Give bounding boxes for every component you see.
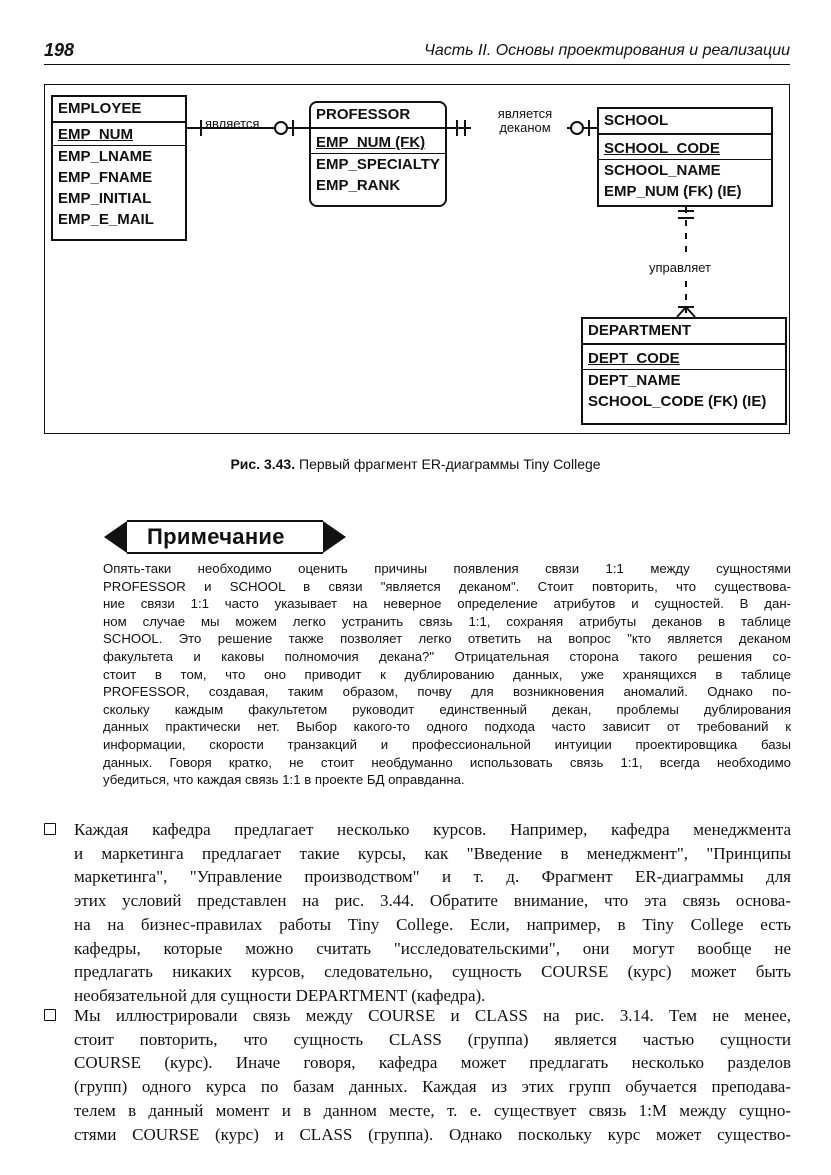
note-line: данных практически нет. Выбор какого-то одного подхода часто зависит от требований к	[103, 719, 791, 735]
entity-school	[597, 107, 773, 207]
entity-name: SCHOOL	[599, 109, 771, 135]
note-line: ном случае мы можем легко устранить связь 1:1, сохраняя атрибуты деканов в таблице	[103, 613, 791, 629]
entity-attribute: EMP_RANK	[316, 177, 401, 194]
entity-attribute: EMP_NUM	[58, 126, 134, 143]
entity-attribute: DEPT_NAME	[583, 369, 785, 391]
figure-caption-label: Рис. 3.43.	[230, 456, 296, 472]
figure-caption-text: Первый фрагмент ER-диаграммы Tiny College	[299, 456, 601, 472]
figure-caption	[0, 456, 831, 472]
entity-name: DEPARTMENT	[583, 319, 785, 345]
paragraph-line: телем в данный момент и в данном месте, т. е. существует связь 1:М между сущно-	[74, 1100, 791, 1120]
entity-attribute: EMP_NUM (FK) (IE)	[604, 183, 742, 200]
note-line: стоит в том, что оно приводит к дублированию данных, уже хранящихся в таблице	[103, 666, 791, 682]
note-line: информации, скорости транзакций и профессиональной интуиции проектировщика базы	[103, 736, 791, 752]
running-header	[44, 38, 790, 65]
paragraph-line: стоит повторить, что сущность CLASS (группа) является частью сущности	[74, 1029, 791, 1049]
bullet-paragraph	[44, 818, 791, 1010]
paragraph-line: COURSE (курс). Иначе говоря, кафедра может предлагать несколько разделов	[74, 1053, 791, 1073]
paragraph-line: кафедры, которые можно считать "исследовательскими", они могут вообще не	[74, 938, 791, 958]
note-line: ние связи 1:1 часто указывает на неверное определение атрибутов и сущностей. В дан-	[103, 596, 791, 612]
note-line: Опять-таки необходимо оценить причины появления связи 1:1 между сущностями	[103, 561, 791, 576]
entity-attribute: SCHOOL_CODE (FK) (IE)	[588, 393, 767, 410]
relationship-label-line: является	[497, 106, 553, 121]
note-line: факультета и каковы полномочия декана?" Отрицательная сторона такого решения со-	[103, 648, 791, 664]
note-line: убедиться, что каждая связь 1:1 в проекте БД оправданна.	[103, 772, 465, 788]
paragraph-line: маркетинга", "Управление производством" и т. д. Фрагмент ER-диаграммы для	[74, 867, 791, 887]
paragraph-line: и маркетинга предлагает такие курсы, как "Введение в менеджмент", "Принципы	[74, 843, 791, 863]
note-line: скольку каждым факультетом руководит единственный декан, проблемы дублирования	[103, 701, 791, 717]
relationship-label: является	[205, 116, 260, 131]
entity-attribute: EMP_FNAME	[58, 169, 153, 186]
note-title: Примечание	[147, 524, 285, 549]
paragraph-line: (групп) одного курса по базам данных. Каждая из этих групп обучается преподава-	[74, 1077, 791, 1097]
bullet-box-icon	[44, 1009, 56, 1021]
entity-attribute: EMP_LNAME	[53, 145, 185, 167]
note-line: SCHOOL. Это решение также позволяет легко ответить на вопрос "кто является деканом	[103, 631, 791, 647]
relationship-label	[485, 107, 565, 135]
entity-attribute: EMP_E_MAIL	[58, 211, 154, 228]
entity-attribute: SCHOOL_NAME	[599, 159, 771, 181]
entity-attribute: SCHOOL_CODE	[604, 140, 720, 157]
entity-attribute: EMP_NUM (FK)	[316, 134, 426, 151]
entity-attribute: EMP_SPECIALTY	[311, 153, 445, 175]
bullet-box-icon	[44, 823, 56, 835]
running-title: Часть II. Основы проектирования и реализации	[424, 42, 790, 59]
relationship-label-line: деканом	[499, 120, 551, 135]
paragraph-line: необязательной для сущности DEPARTMENT (кафедра).	[74, 985, 486, 1005]
entity-employee	[51, 95, 187, 241]
er-diagram	[44, 84, 790, 434]
entity-department	[581, 317, 787, 425]
entity-name: EMPLOYEE	[53, 97, 185, 123]
entity-attribute: DEPT_CODE	[588, 350, 680, 367]
page-number: 198	[44, 40, 75, 60]
paragraph-line: стями COURSE (курс) и CLASS (группа). Однако поскольку курс может существо-	[74, 1124, 791, 1144]
paragraph-line: Мы иллюстрировали связь между COURSE и CLASS на рис. 3.14. Тем не менее,	[74, 1006, 791, 1025]
paragraph-line: предлагать никаких курсов, следовательно, сущность COURSE (курс) может быть	[74, 962, 791, 982]
relationship-label: управляет	[649, 260, 711, 275]
note-line: PROFESSOR и SCHOOL в связи "является деканом". Стоит повторить, что существова-	[103, 578, 791, 594]
note-line: PROFESSOR, создавая, таким образом, почву для возникновения аномалий. Однако по-	[103, 684, 791, 700]
note-line: данных. Говоря кратко, не стоит необдуманно использовать связь 1:1, всегда необходимо	[103, 754, 791, 770]
paragraph-line: на на бизнес-правилах работы Tiny College. Если, например, в Tiny College есть	[74, 914, 791, 934]
entity-attribute: EMP_INITIAL	[58, 190, 152, 207]
paragraph-line: этих условий представлен на рис. 3.44. Обратите внимание, что эта связь основа-	[74, 891, 791, 911]
bullet-paragraph	[44, 1004, 791, 1154]
note-banner	[103, 519, 347, 555]
entity-professor	[309, 101, 447, 207]
entity-name: PROFESSOR	[311, 103, 445, 129]
paragraph-line: Каждая кафедра предлагает несколько курсов. Например, кафедра менеджмента	[74, 820, 791, 839]
note-text	[103, 560, 791, 789]
